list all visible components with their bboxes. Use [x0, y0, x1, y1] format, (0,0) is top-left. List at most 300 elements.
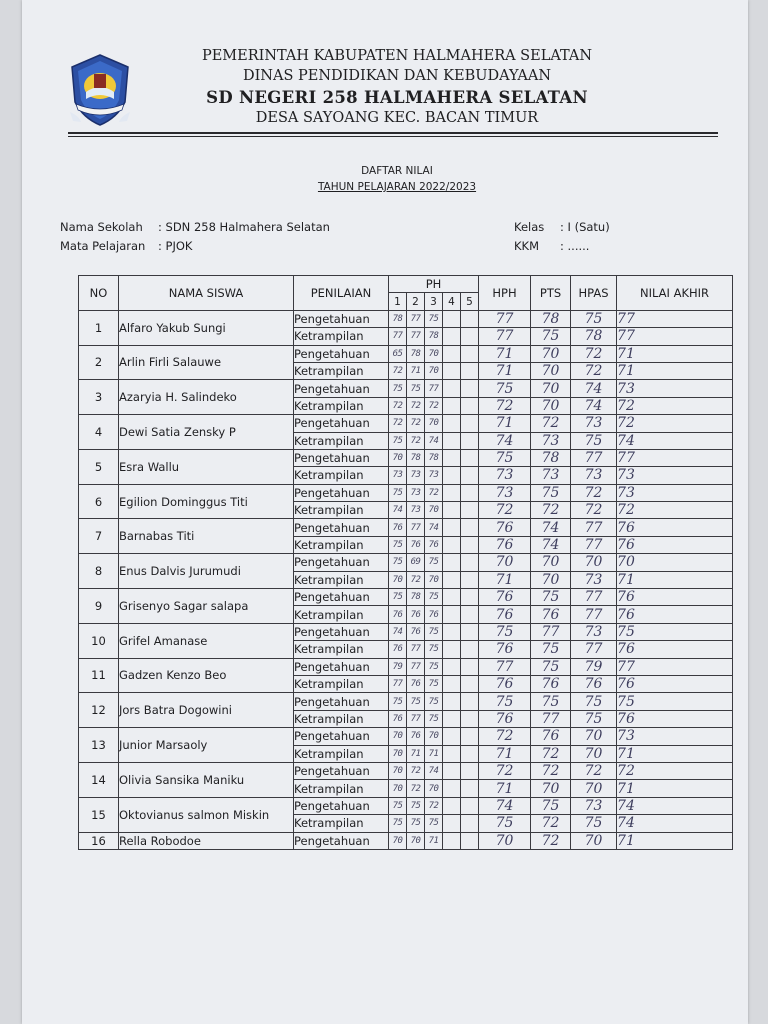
- hpas-score: 76: [571, 675, 617, 692]
- subject-value: : PJOK: [158, 239, 193, 253]
- assessment-type: Pengetahuan: [294, 310, 389, 327]
- final-score: 70: [617, 554, 733, 571]
- ph-score-3: 74: [425, 432, 443, 449]
- ph-score-4: [443, 606, 461, 623]
- ph-score-2: 76: [407, 606, 425, 623]
- ph-score-4: [443, 554, 461, 571]
- school-value: : SDN 258 Halmahera Selatan: [158, 220, 330, 234]
- ph-score-2: 70: [407, 832, 425, 849]
- ph-score-1: 75: [389, 693, 407, 710]
- header-ph-1: 1: [389, 293, 407, 310]
- pts-score: 77: [531, 623, 571, 640]
- assessment-type: Ketrampilan: [294, 502, 389, 519]
- ph-score-2: 78: [407, 589, 425, 606]
- ph-score-2: 77: [407, 641, 425, 658]
- ph-score-2: 75: [407, 380, 425, 397]
- assessment-type: Pengetahuan: [294, 832, 389, 849]
- ph-score-1: 70: [389, 745, 407, 762]
- ph-score-3: 74: [425, 519, 443, 536]
- hph-score: 76: [479, 519, 531, 536]
- ph-score-2: 76: [407, 728, 425, 745]
- pts-score: 72: [531, 832, 571, 849]
- final-score: 72: [617, 762, 733, 779]
- ph-score-4: [443, 589, 461, 606]
- document-subtitle: TAHUN PELAJARAN 2022/2023: [317, 181, 477, 193]
- school-label: Nama Sekolah: [60, 220, 143, 234]
- ph-score-4: [443, 519, 461, 536]
- ph-score-5: [461, 380, 479, 397]
- ph-score-2: 77: [407, 658, 425, 675]
- header-ph-2: 2: [407, 293, 425, 310]
- final-score: 76: [617, 675, 733, 692]
- hpas-score: 75: [571, 310, 617, 327]
- pts-score: 70: [531, 362, 571, 379]
- table-row: [79, 449, 733, 466]
- hpas-score: 75: [571, 710, 617, 727]
- ph-score-5: [461, 641, 479, 658]
- pts-score: 75: [531, 797, 571, 814]
- ph-score-4: [443, 728, 461, 745]
- ph-score-3: 75: [425, 589, 443, 606]
- student-no: 9: [79, 589, 119, 624]
- assessment-type: Pengetahuan: [294, 658, 389, 675]
- assessment-type: Pengetahuan: [294, 345, 389, 362]
- final-score: 71: [617, 345, 733, 362]
- ph-score-3: 70: [425, 362, 443, 379]
- student-name: Azaryia H. Salindeko: [119, 380, 294, 415]
- ph-score-2: 72: [407, 415, 425, 432]
- ph-score-2: 76: [407, 623, 425, 640]
- pts-score: 70: [531, 397, 571, 414]
- ph-score-4: [443, 623, 461, 640]
- class-info: [514, 220, 610, 234]
- final-score: 72: [617, 502, 733, 519]
- pts-score: 73: [531, 467, 571, 484]
- table-row: [79, 415, 733, 432]
- student-name: Grifel Amanase: [119, 623, 294, 658]
- assessment-type: Ketrampilan: [294, 328, 389, 345]
- hph-score: 75: [479, 815, 531, 832]
- ph-score-2: 76: [407, 536, 425, 553]
- ph-score-1: 65: [389, 345, 407, 362]
- ph-score-1: 79: [389, 658, 407, 675]
- hph-score: 77: [479, 658, 531, 675]
- ph-score-3: 74: [425, 762, 443, 779]
- ph-score-2: 73: [407, 467, 425, 484]
- student-no: 15: [79, 797, 119, 832]
- assessment-type: Ketrampilan: [294, 815, 389, 832]
- header-hph: HPH: [479, 276, 531, 311]
- final-score: 75: [617, 623, 733, 640]
- table-row: [79, 762, 733, 779]
- table-row: [79, 623, 733, 640]
- hph-score: 72: [479, 728, 531, 745]
- table-row: [79, 380, 733, 397]
- ph-score-5: [461, 467, 479, 484]
- ph-score-4: [443, 832, 461, 849]
- hph-score: 73: [479, 467, 531, 484]
- assessment-type: Ketrampilan: [294, 606, 389, 623]
- final-score: 77: [617, 310, 733, 327]
- assessment-type: Ketrampilan: [294, 571, 389, 588]
- hpas-score: 74: [571, 380, 617, 397]
- assessment-type: Ketrampilan: [294, 432, 389, 449]
- ph-score-3: 75: [425, 710, 443, 727]
- ph-score-3: 71: [425, 832, 443, 849]
- ph-score-1: 70: [389, 571, 407, 588]
- student-name: Grisenyo Sagar salapa: [119, 589, 294, 624]
- header-ph-4: 4: [443, 293, 461, 310]
- header-ph-3: 3: [425, 293, 443, 310]
- ph-score-5: [461, 449, 479, 466]
- hpas-score: 75: [571, 815, 617, 832]
- hph-score: 70: [479, 832, 531, 849]
- document-title: DAFTAR NILAI: [361, 165, 433, 177]
- final-score: 75: [617, 693, 733, 710]
- header-final-score: NILAI AKHIR: [617, 276, 733, 311]
- ph-score-4: [443, 502, 461, 519]
- ph-score-4: [443, 449, 461, 466]
- hpas-score: 79: [571, 658, 617, 675]
- pts-score: 75: [531, 484, 571, 501]
- hpas-score: 77: [571, 536, 617, 553]
- ph-score-4: [443, 380, 461, 397]
- student-no: 16: [79, 832, 119, 849]
- ph-score-2: 73: [407, 502, 425, 519]
- final-score: 76: [617, 589, 733, 606]
- ph-score-3: 76: [425, 606, 443, 623]
- student-name: Gadzen Kenzo Beo: [119, 658, 294, 693]
- pts-score: 75: [531, 641, 571, 658]
- ph-score-2: 78: [407, 449, 425, 466]
- assessment-type: Pengetahuan: [294, 797, 389, 814]
- kkm-value: : ......: [560, 239, 590, 253]
- ph-score-3: 73: [425, 467, 443, 484]
- hph-score: 77: [479, 310, 531, 327]
- final-score: 73: [617, 484, 733, 501]
- final-score: 74: [617, 432, 733, 449]
- assessment-type: Pengetahuan: [294, 519, 389, 536]
- assessment-type: Ketrampilan: [294, 362, 389, 379]
- ph-score-3: 70: [425, 571, 443, 588]
- ph-score-2: 69: [407, 554, 425, 571]
- student-no: 13: [79, 728, 119, 763]
- ph-score-1: 78: [389, 310, 407, 327]
- ph-score-3: 75: [425, 693, 443, 710]
- student-no: 1: [79, 310, 119, 345]
- assessment-type: Pengetahuan: [294, 623, 389, 640]
- ph-score-5: [461, 728, 479, 745]
- ph-score-4: [443, 432, 461, 449]
- ph-score-5: [461, 345, 479, 362]
- ph-score-3: 75: [425, 675, 443, 692]
- ph-score-5: [461, 693, 479, 710]
- hpas-score: 78: [571, 328, 617, 345]
- ph-score-5: [461, 815, 479, 832]
- student-no: 8: [79, 554, 119, 589]
- ph-score-2: 75: [407, 797, 425, 814]
- letterhead-address: DESA SAYOANG KEC. BACAN TIMUR: [255, 110, 539, 126]
- ph-score-3: 75: [425, 623, 443, 640]
- ph-score-4: [443, 641, 461, 658]
- hph-score: 71: [479, 571, 531, 588]
- header-pts: PTS: [531, 276, 571, 311]
- ph-score-5: [461, 623, 479, 640]
- final-score: 73: [617, 467, 733, 484]
- ph-score-4: [443, 362, 461, 379]
- pts-score: 76: [531, 728, 571, 745]
- ph-score-5: [461, 310, 479, 327]
- hpas-score: 70: [571, 832, 617, 849]
- student-name: Barnabas Titi: [119, 519, 294, 554]
- final-score: 73: [617, 728, 733, 745]
- header-assessment: PENILAIAN: [294, 276, 389, 311]
- final-score: 72: [617, 397, 733, 414]
- pts-score: 76: [531, 675, 571, 692]
- student-no: 11: [79, 658, 119, 693]
- hph-score: 74: [479, 797, 531, 814]
- ph-score-1: 75: [389, 380, 407, 397]
- final-score: 77: [617, 449, 733, 466]
- assessment-type: Pengetahuan: [294, 449, 389, 466]
- table-row: [79, 310, 733, 327]
- table-row: [79, 693, 733, 710]
- letterhead-rule-thin: [68, 136, 718, 137]
- assessment-type: Ketrampilan: [294, 536, 389, 553]
- ph-score-1: 72: [389, 362, 407, 379]
- hph-score: 75: [479, 449, 531, 466]
- assessment-type: Pengetahuan: [294, 415, 389, 432]
- hph-score: 72: [479, 762, 531, 779]
- student-name: Egilion Dominggus Titi: [119, 484, 294, 519]
- ph-score-4: [443, 397, 461, 414]
- letterhead-school-name: SD NEGERI 258 HALMAHERA SELATAN: [206, 88, 588, 107]
- hph-score: 71: [479, 745, 531, 762]
- final-score: 71: [617, 832, 733, 849]
- hpas-score: 77: [571, 449, 617, 466]
- pts-score: 70: [531, 345, 571, 362]
- table-row: [79, 832, 733, 849]
- hpas-score: 77: [571, 606, 617, 623]
- student-no: 5: [79, 449, 119, 484]
- student-no: 2: [79, 345, 119, 380]
- ph-score-3: 75: [425, 641, 443, 658]
- ph-score-1: 72: [389, 397, 407, 414]
- pts-score: 72: [531, 745, 571, 762]
- ph-score-1: 76: [389, 641, 407, 658]
- hph-score: 72: [479, 502, 531, 519]
- hph-score: 73: [479, 484, 531, 501]
- ph-score-1: 77: [389, 328, 407, 345]
- letterhead-rule-thick: [68, 132, 718, 134]
- hph-score: 76: [479, 641, 531, 658]
- header-ph-5: 5: [461, 293, 479, 310]
- student-name: Oktovianus salmon Miskin: [119, 797, 294, 832]
- student-name: Junior Marsaoly: [119, 728, 294, 763]
- hpas-score: 73: [571, 467, 617, 484]
- hpas-score: 75: [571, 693, 617, 710]
- assessment-type: Ketrampilan: [294, 467, 389, 484]
- ph-score-2: 72: [407, 780, 425, 797]
- final-score: 77: [617, 658, 733, 675]
- student-name: Rella Robodoe: [119, 832, 294, 849]
- ph-score-5: [461, 589, 479, 606]
- ph-score-4: [443, 675, 461, 692]
- ph-score-2: 72: [407, 571, 425, 588]
- student-name: Olivia Sansika Maniku: [119, 762, 294, 797]
- ph-score-5: [461, 519, 479, 536]
- hph-score: 76: [479, 675, 531, 692]
- ph-score-3: 72: [425, 484, 443, 501]
- student-name: Enus Dalvis Jurumudi: [119, 554, 294, 589]
- ph-score-2: 78: [407, 345, 425, 362]
- final-score: 74: [617, 797, 733, 814]
- school-info: [60, 220, 330, 234]
- ph-score-2: 72: [407, 397, 425, 414]
- hpas-score: 72: [571, 762, 617, 779]
- ph-score-3: 70: [425, 780, 443, 797]
- ph-score-2: 77: [407, 710, 425, 727]
- pts-score: 74: [531, 519, 571, 536]
- pts-score: 72: [531, 415, 571, 432]
- ph-score-4: [443, 536, 461, 553]
- ph-score-3: 78: [425, 328, 443, 345]
- table-row: [79, 554, 733, 571]
- ph-score-5: [461, 571, 479, 588]
- class-label: Kelas: [514, 220, 545, 234]
- final-score: 71: [617, 362, 733, 379]
- ph-score-1: 70: [389, 832, 407, 849]
- final-score: 71: [617, 571, 733, 588]
- ph-score-5: [461, 432, 479, 449]
- ph-score-5: [461, 362, 479, 379]
- pts-score: 76: [531, 606, 571, 623]
- ph-score-4: [443, 693, 461, 710]
- ph-score-3: 71: [425, 745, 443, 762]
- ph-score-1: 75: [389, 554, 407, 571]
- hph-score: 76: [479, 710, 531, 727]
- final-score: 76: [617, 710, 733, 727]
- ph-score-1: 70: [389, 449, 407, 466]
- student-no: 3: [79, 380, 119, 415]
- final-score: 76: [617, 641, 733, 658]
- ph-score-1: 76: [389, 710, 407, 727]
- ph-score-1: 76: [389, 606, 407, 623]
- ph-score-5: [461, 536, 479, 553]
- header-name: NAMA SISWA: [119, 276, 294, 311]
- ph-score-2: 77: [407, 328, 425, 345]
- ph-score-1: 74: [389, 623, 407, 640]
- ph-score-5: [461, 797, 479, 814]
- pts-score: 75: [531, 658, 571, 675]
- hpas-score: 72: [571, 502, 617, 519]
- ph-score-5: [461, 658, 479, 675]
- ph-score-4: [443, 328, 461, 345]
- assessment-type: Pengetahuan: [294, 762, 389, 779]
- pts-score: 72: [531, 502, 571, 519]
- ph-score-4: [443, 467, 461, 484]
- hph-score: 77: [479, 328, 531, 345]
- pts-score: 78: [531, 449, 571, 466]
- ph-score-4: [443, 745, 461, 762]
- ph-score-3: 70: [425, 728, 443, 745]
- hph-score: 71: [479, 415, 531, 432]
- ph-score-1: 75: [389, 589, 407, 606]
- ph-score-3: 72: [425, 397, 443, 414]
- ph-score-1: 75: [389, 797, 407, 814]
- ph-score-4: [443, 762, 461, 779]
- student-no: 7: [79, 519, 119, 554]
- header-ph: PH: [389, 276, 479, 293]
- hph-score: 71: [479, 362, 531, 379]
- final-score: 76: [617, 536, 733, 553]
- ph-score-2: 72: [407, 762, 425, 779]
- document-page: [22, 0, 748, 1024]
- pts-score: 75: [531, 693, 571, 710]
- hpas-score: 77: [571, 519, 617, 536]
- assessment-type: Ketrampilan: [294, 397, 389, 414]
- assessment-type: Ketrampilan: [294, 641, 389, 658]
- ph-score-3: 75: [425, 815, 443, 832]
- hph-score: 75: [479, 380, 531, 397]
- table-row: [79, 484, 733, 501]
- hpas-score: 70: [571, 780, 617, 797]
- hpas-score: 73: [571, 415, 617, 432]
- ph-score-4: [443, 815, 461, 832]
- ph-score-3: 70: [425, 415, 443, 432]
- pts-score: 74: [531, 536, 571, 553]
- header-no: NO: [79, 276, 119, 311]
- student-name: Alfaro Yakub Sungi: [119, 310, 294, 345]
- pts-score: 70: [531, 554, 571, 571]
- ph-score-3: 70: [425, 502, 443, 519]
- ph-score-1: 75: [389, 484, 407, 501]
- table-row: [79, 345, 733, 362]
- hph-score: 76: [479, 606, 531, 623]
- pts-score: 77: [531, 710, 571, 727]
- ph-score-1: 70: [389, 762, 407, 779]
- ph-score-4: [443, 710, 461, 727]
- assessment-type: Ketrampilan: [294, 780, 389, 797]
- final-score: 73: [617, 380, 733, 397]
- ph-score-5: [461, 484, 479, 501]
- hph-score: 76: [479, 536, 531, 553]
- ph-score-5: [461, 832, 479, 849]
- pts-score: 73: [531, 432, 571, 449]
- pts-score: 70: [531, 571, 571, 588]
- final-score: 71: [617, 745, 733, 762]
- kkm-label: KKM: [514, 239, 540, 253]
- hpas-score: 70: [571, 554, 617, 571]
- ph-score-1: 77: [389, 675, 407, 692]
- assessment-type: Ketrampilan: [294, 710, 389, 727]
- student-no: 10: [79, 623, 119, 658]
- ph-score-5: [461, 397, 479, 414]
- ph-score-5: [461, 554, 479, 571]
- student-name: Esra Wallu: [119, 449, 294, 484]
- ph-score-1: 72: [389, 415, 407, 432]
- assessment-type: Ketrampilan: [294, 745, 389, 762]
- ph-score-1: 75: [389, 432, 407, 449]
- assessment-type: Ketrampilan: [294, 675, 389, 692]
- final-score: 72: [617, 415, 733, 432]
- hpas-score: 73: [571, 571, 617, 588]
- ph-score-1: 73: [389, 467, 407, 484]
- ph-score-3: 76: [425, 536, 443, 553]
- ph-score-1: 76: [389, 519, 407, 536]
- final-score: 76: [617, 519, 733, 536]
- pts-score: 72: [531, 762, 571, 779]
